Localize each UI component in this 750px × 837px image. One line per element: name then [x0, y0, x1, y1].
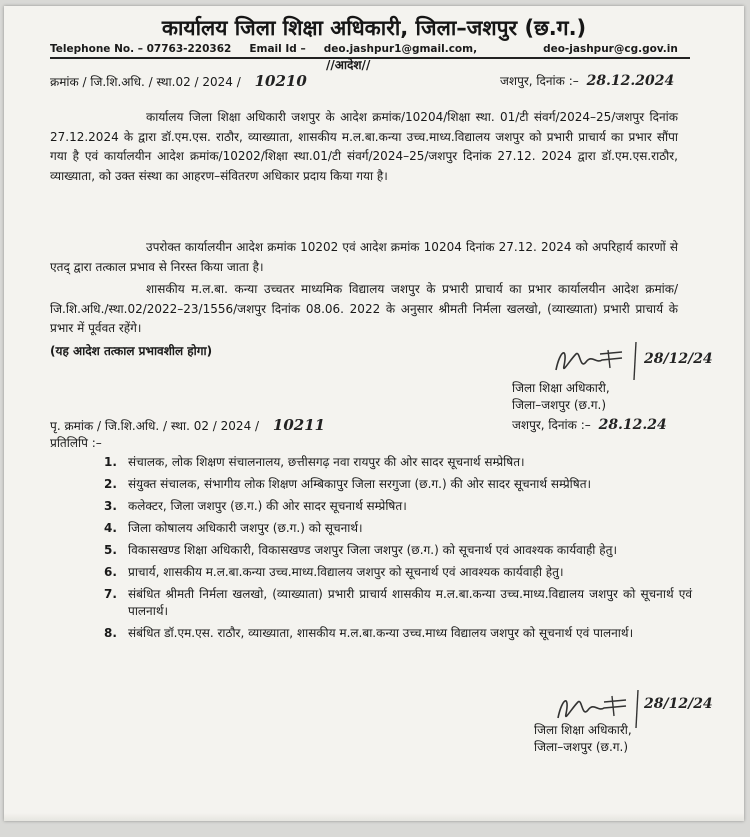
document-page [4, 6, 744, 821]
copy-date-handwritten: 28.12.24 [598, 417, 667, 433]
signature-2-designation: जिला शिक्षा अधिकारी, [534, 723, 632, 737]
list-item: 4. जिला कोषालय अधिकारी जशपुर (छ.ग.) को सूचनार्थ। [104, 521, 363, 535]
email-2: deo-jashpur@cg.gov.in [543, 43, 678, 55]
order-number-printed: क्रमांक / जि.शि.अधि. / स्था.02 / 2024 / [50, 75, 241, 89]
copy-place-date: जशपुर, दिनांक :– [512, 418, 591, 432]
paragraph-2: उपरोक्त कार्यालयीन आदेश क्रमांक 10202 एवं आदेश क्रमांक 10204 दिनांक 27.12. 2024 को अपरिहार्य कारणों से एतद् द्वारा तत्काल प्रभाव से निरस्त किया जाता है। [50, 240, 678, 274]
order-place-date: जशपुर, दिनांक :– [500, 74, 579, 88]
order-body-2 [50, 238, 678, 277]
signature-1-designation: जिला शिक्षा अधिकारी, [512, 381, 610, 395]
order-date-line [500, 72, 674, 89]
effect-note: (यह आदेश तत्काल प्रभावशील होगा) [50, 344, 213, 358]
signature-1-place: जिला–जशपुर (छ.ग.) [512, 398, 607, 412]
telephone: Telephone No. – 07763-220362 [50, 43, 232, 55]
list-item: 7. संबंधित श्रीमती निर्मला खलखो, (व्याख्याता) प्रभारी प्राचार्य शासकीय म.ल.बा.कन्या उच्च.माध्य.विद्यालय जशपुर को सूचनार्थ एवं पालनार्थ। [104, 587, 692, 618]
list-item: 5. विकासखण्ड शिक्षा अधिकारी, विकासखण्ड जशपुर जिला जशपुर (छ.ग.) को सूचनार्थ एवं आवश्यक कार्यवाही हेतु। [104, 543, 617, 557]
copy-number-handwritten: 10211 [272, 416, 326, 434]
paragraph-1: कार्यालय जिला शिक्षा अधिकारी जशपुर के आदेश क्रमांक/10204/शिक्षा स्था. 01/टी संवर्ग/2024–25/जशपुर दिनांक 27.12.2024 के द्वारा डॉ.एम.एस. राठौर, व्याख्याता, शासकीय म.ल.बा.कन्या उच्च.माध्य.विद्यालय जशपुर को प्रभारी प्राचार्य का प्रभार सौंपा गया है एवं कार्यालयीन आदेश क्रमांक/10202/शिक्षा स्था.01/टी संवर्ग/2024–25/जशपुर दिनांक 27.12. 2024 द्वारा डॉ.एम.एस.राठौर, व्याख्याता, को उक्त संस्था का आहरण–संवितरण अधिकार प्रदाय किया गया है। [50, 110, 678, 183]
copy-number-line [50, 416, 325, 434]
email-1: deo.jashpur1@gmail.com, [323, 43, 478, 55]
order-date-handwritten: 28.12.2024 [586, 73, 675, 89]
order-body [50, 108, 678, 186]
list-item: 6. प्राचार्य, शासकीय म.ल.बा.कन्या उच्च.माध्य.विद्यालय जशपुर को सूचनार्थ एवं आवश्यक कार्यवाही हेतु। [104, 565, 564, 579]
paragraph-3: शासकीय म.ल.बा. कन्या उच्चतर माध्यमिक विद्यालय जशपुर के प्रभारी प्राचार्य का प्रभार कार्यालयीन आदेश क्रमांक/जि.शि.अधि./स्था.02/2022–23/1556/जशपुर दिनांक 08.06. 2022 के अनुसार श्रीमती निर्मला खलखो, (व्याख्याता) प्रभारी प्राचार्य के प्रभार में पूर्ववत रहेंगे। [50, 282, 678, 335]
list-item: 2. संयुक्त संचालक, संभागीय लोक शिक्षण अम्बिकापुर जिला सरगुजा (छ.ग.) की ओर सादर सूचनार्थ सम्प्रेषित। [104, 477, 592, 491]
copy-list [104, 454, 692, 647]
email-label: Email Id – [249, 43, 306, 55]
list-item: 3. कलेक्टर, जिला जशपुर (छ.ग.) की ओर सादर सूचनार्थ सम्प्रेषित। [104, 499, 407, 513]
signature-2-block [534, 722, 632, 756]
signature-2-place: जिला–जशपुर (छ.ग.) [534, 740, 629, 754]
pratilipi-label: प्रतिलिपि :– [50, 436, 102, 450]
signature-2-date: 28/12/24 [644, 696, 713, 712]
signature-1-date: 28/12/24 [644, 351, 713, 367]
signature-1-block [512, 380, 610, 414]
list-item: 1. संचालक, लोक शिक्षण संचालनालय, छत्तीसगढ़ नवा रायपुर की ओर सादर सूचनार्थ सम्प्रेषित। [104, 455, 525, 469]
office-title: कार्यालय जिला शिक्षा अधिकारी, जिला–जशपुर (छ.ग.) [161, 16, 587, 40]
order-number-line [50, 72, 307, 90]
adesh-heading: //आदेश// [326, 58, 371, 72]
order-body-3 [50, 280, 678, 339]
list-item: 8. संबंधित डॉ.एम.एस. राठौर, व्याख्याता, शासकीय म.ल.बा.कन्या उच्च.माध्य विद्यालय जशपुर को सूचनार्थ एवं पालनार्थ। [104, 626, 634, 640]
copy-number-printed: पृ. क्रमांक / जि.शि.अधि. / स्था. 02 / 2024 / [50, 419, 260, 433]
page-edge [4, 813, 744, 821]
order-number-handwritten: 10210 [254, 72, 307, 90]
copy-date-line [512, 416, 667, 433]
